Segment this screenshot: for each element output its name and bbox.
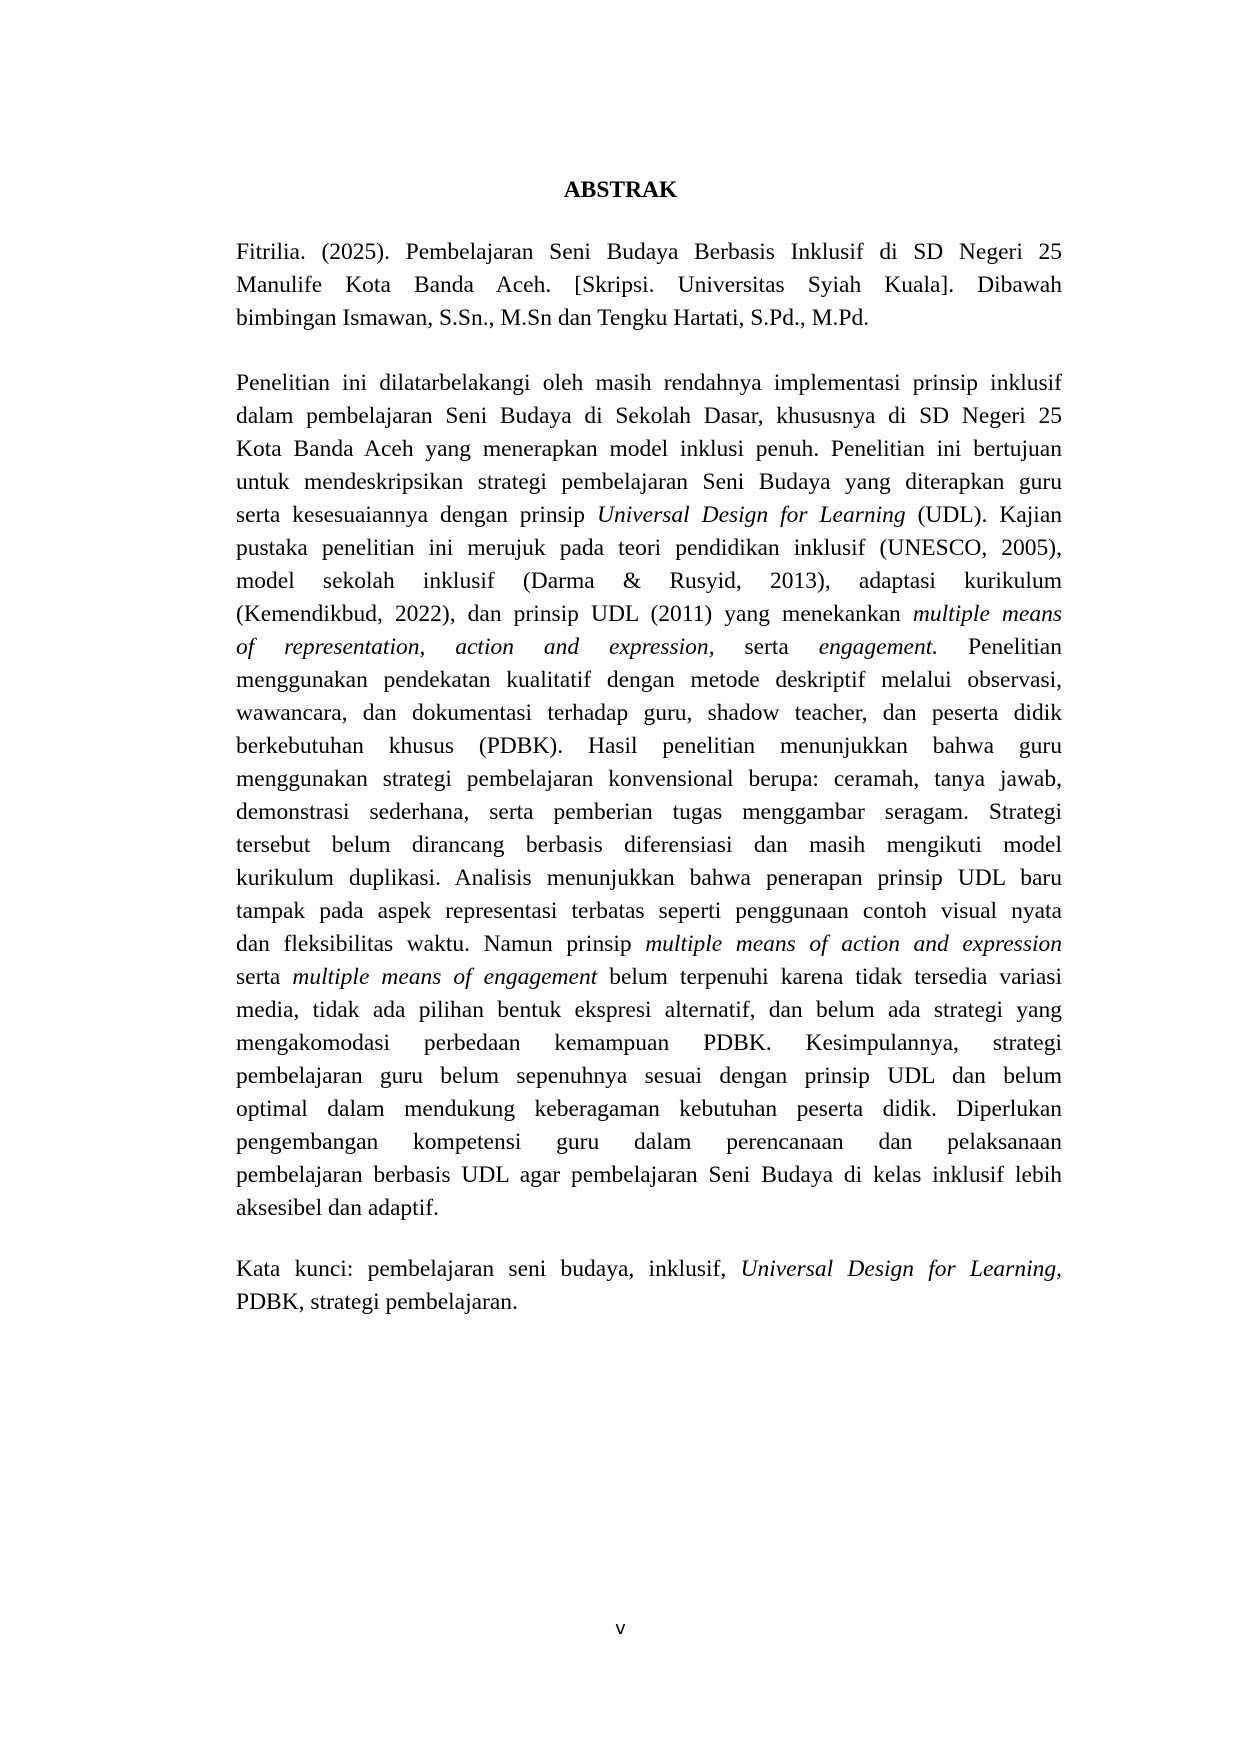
text-run: pengembangan kompetensi guru dalam perencanaan dan pelaksanaan <box>236 1129 1062 1155</box>
text-run: media, tidak ada pilihan bentuk ekspresi alternatif, dan belum ada strategi yang <box>236 997 1062 1023</box>
text-line <box>236 499 1062 532</box>
text-line <box>236 862 1062 895</box>
italic-text: multiple means of engagement <box>292 964 598 990</box>
text-run: tampak pada aspek representasi terbatas seperti penggunaan contoh visual nyata <box>236 898 1062 924</box>
text-line <box>236 466 1062 499</box>
page-number: v <box>615 1618 626 1639</box>
text-run: menggunakan strategi pembelajaran konvensional berupa: ceramah, tanya jawab, <box>236 766 1062 792</box>
italic-text: multiple means <box>912 601 1062 627</box>
text-line <box>236 367 1062 400</box>
italic-text: of representation, action and expression, <box>236 634 715 660</box>
text-line <box>236 895 1062 928</box>
citation-line: bimbingan Ismawan, S.Sn., M.Sn dan Tengku Hartati, S.Pd., M.Pd. <box>236 305 870 331</box>
text-line <box>236 565 1062 598</box>
text-line <box>236 664 1062 697</box>
text-line <box>236 1286 1062 1319</box>
text-run: Penelitian ini dilatarbelakangi oleh masih rendahnya implementasi prinsip inklusif <box>236 370 1062 396</box>
text-line <box>236 829 1062 862</box>
text-run: dan fleksibilitas waktu. Namun prinsip <box>236 931 646 957</box>
text-run: tersebut belum dirancang berbasis diferensiasi dan masih mengikuti model <box>236 832 1062 858</box>
text-run: dalam pembelajaran Seni Budaya di Sekolah Dasar, khususnya di SD Negeri 25 <box>236 403 1062 429</box>
text-run: wawancara, dan dokumentasi terhadap guru, shadow teacher, dan peserta didik <box>236 700 1062 726</box>
citation-line: Manulife Kota Banda Aceh. [Skripsi. Universitas Syiah Kuala]. Dibawah <box>236 272 1062 298</box>
text-line <box>236 1192 1062 1225</box>
text-run: serta <box>236 964 293 990</box>
text-run: serta <box>714 634 819 660</box>
text-run: Kota Banda Aceh yang menerapkan model inklusi penuh. Penelitian ini bertujuan <box>236 436 1062 462</box>
text-line <box>236 928 1062 961</box>
text-line <box>236 1253 1062 1286</box>
text-run: belum terpenuhi karena tidak tersedia variasi <box>597 964 1062 990</box>
text-run: menggunakan pendekatan kualitatif dengan metode deskriptif melalui observasi, <box>236 667 1062 693</box>
text-run: Kata kunci: pembelajaran seni budaya, inklusif, <box>236 1256 741 1282</box>
text-run: model sekolah inklusif (Darma & Rusyid, 2013), adaptasi kurikulum <box>236 568 1062 594</box>
italic-text: Universal Design for Learning, <box>740 1256 1062 1282</box>
text-run: demonstrasi sederhana, serta pemberian tugas menggambar seragam. Strategi <box>236 799 1062 825</box>
text-run: pustaka penelitian ini merujuk pada teori pendidikan inklusif (UNESCO, 2005), <box>236 535 1062 561</box>
keywords-paragraph <box>236 1253 1062 1319</box>
citation-line: Fitrilia. (2025). Pembelajaran Seni Budaya Berbasis Inklusif di SD Negeri 25 <box>236 239 1062 265</box>
abstract-paragraph <box>236 367 1062 1225</box>
text-line <box>236 1159 1062 1192</box>
text-line <box>236 1093 1062 1126</box>
text-line <box>236 1126 1062 1159</box>
text-line <box>236 1027 1062 1060</box>
text-run: PDBK, strategi pembelajaran. <box>236 1289 518 1315</box>
italic-text: engagement. <box>818 634 939 660</box>
text-line <box>236 598 1062 631</box>
text-run: (Kemendikbud, 2022), dan prinsip UDL (2011) yang menekankan <box>236 601 913 627</box>
text-run: berkebutuhan khusus (PDBK). Hasil penelitian menunjukkan bahwa guru <box>236 733 1062 759</box>
text-run: pembelajaran berbasis UDL agar pembelajaran Seni Budaya di kelas inklusif lebih <box>236 1162 1062 1188</box>
text-run: kurikulum duplikasi. Analisis menunjukkan bahwa penerapan prinsip UDL baru <box>236 865 1062 891</box>
text-run: serta kesesuaiannya dengan prinsip <box>236 502 597 528</box>
text-line <box>236 763 1062 796</box>
text-run: untuk mendeskripsikan strategi pembelajaran Seni Budaya yang diterapkan guru <box>236 469 1062 495</box>
text-line <box>236 961 1062 994</box>
text-run: (UDL). Kajian <box>905 502 1062 528</box>
text-line <box>236 796 1062 829</box>
text-run: mengakomodasi perbedaan kemampuan PDBK. Kesimpulannya, strategi <box>236 1030 1062 1056</box>
text-run: optimal dalam mendukung keberagaman kebutuhan peserta didik. Diperlukan <box>236 1096 1062 1122</box>
text-line <box>236 433 1062 466</box>
text-run: Penelitian <box>938 634 1062 660</box>
text-run: aksesibel dan adaptif. <box>236 1195 439 1221</box>
text-line <box>236 1060 1062 1093</box>
text-line <box>236 697 1062 730</box>
italic-text: Universal Design for Learning <box>596 502 906 528</box>
italic-text: multiple means of action and expression <box>645 931 1062 957</box>
page-title: ABSTRAK <box>563 177 678 203</box>
text-line <box>236 631 1062 664</box>
text-line <box>236 994 1062 1027</box>
text-line <box>236 400 1062 433</box>
text-run: pembelajaran guru belum sepenuhnya sesuai dengan prinsip UDL dan belum <box>236 1063 1062 1089</box>
citation-paragraph <box>236 236 1062 335</box>
text-line <box>236 532 1062 565</box>
text-line <box>236 730 1062 763</box>
